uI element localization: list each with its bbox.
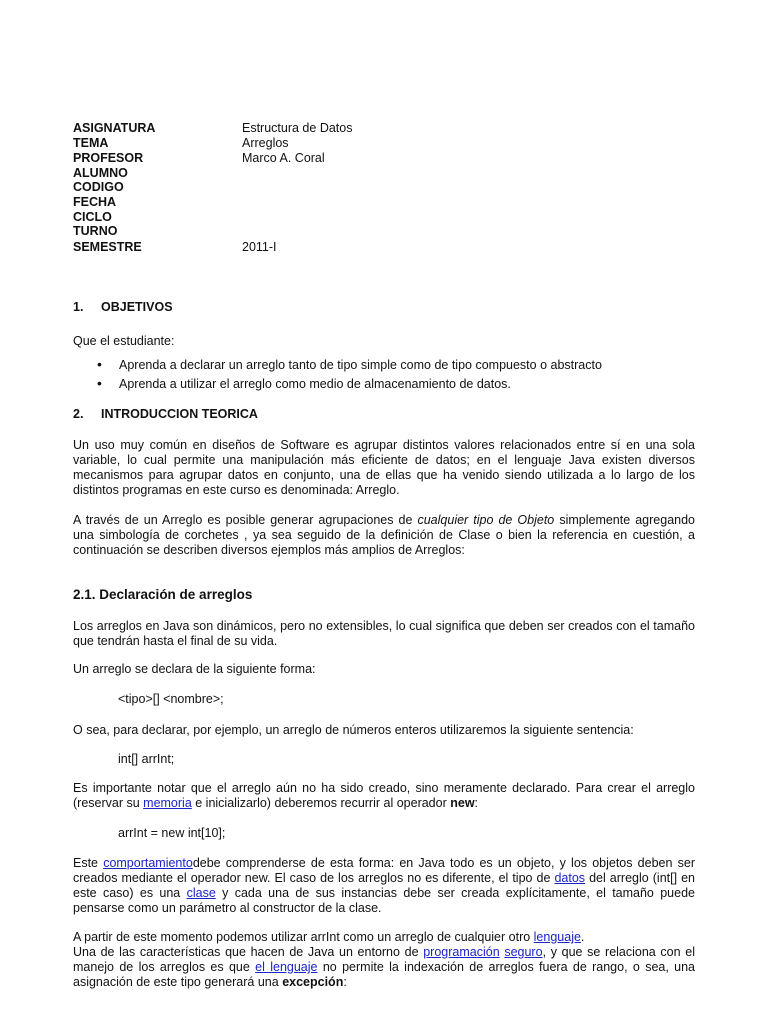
link-comportamiento[interactable]: comportamiento	[103, 856, 193, 870]
header-value: Marco A. Coral	[242, 151, 325, 165]
bullet-text: Aprenda a declarar un arreglo tanto de tipo simple como de tipo compuesto o abstracto	[119, 358, 602, 372]
bullet-icon: •	[97, 356, 102, 372]
paragraph: Es importante notar que el arreglo aún no ha sido creado, sino meramente declarado. Para crear el arreglo (reservar su memoria e inicializarlo) deberemos recurrir al operador new:	[73, 781, 695, 810]
link-programacion[interactable]: programación	[423, 945, 500, 959]
paragraph: O sea, para declarar, por ejemplo, un arreglo de números enteros utilizaremos la siguiente sentencia:	[73, 723, 634, 737]
link-el-lenguaje[interactable]: el lenguaje	[255, 960, 318, 974]
section-number: 1.	[73, 300, 84, 314]
paragraph: Este comportamientodebe comprenderse de esta forma: en Java todo es un objeto, y los objetos deben ser creados mediante el operador new. El caso de los arreglos no es diferente, el tipo de datos del arreglo (int[] en este caso) es una clase y cada una de sus instancias debe ser creada explícitamente, el tamaño puede pensarse como un parámetro al constructor de la clase.	[73, 856, 695, 915]
italic-text: cualquier tipo de Objeto	[417, 513, 555, 527]
bullet-item	[97, 357, 602, 373]
paragraph: Los arreglos en Java son dinámicos, pero no extensibles, lo cual significa que deben ser creados con el tamaño que tendrán hasta el final de su vida.	[73, 619, 695, 648]
link-memoria[interactable]: memoria	[143, 796, 192, 810]
link-seguro[interactable]: seguro	[504, 945, 543, 959]
header-value: Estructura de Datos	[242, 121, 353, 135]
paragraph: A partir de este momento podemos utilizar arrInt como un arreglo de cualquier otro lenguaje. Una de las características que hacen de Java un entorno de programación seguro, y que se relaciona con el manejo de los arreglos es que el lenguaje no permite la indexación de arreglos fuera de rango, o sea, una asignación de este tipo generará una excepción:	[73, 930, 696, 989]
section-title: OBJETIVOS	[101, 300, 173, 314]
paragraph: A través de un Arreglo es posible generar agrupaciones de cualquier tipo de Objeto simplemente agregando una simbología de corchetes , ya sea seguido de la definición de Clase o bien la referencia en cuestión, a continuación se describen diversos ejemplos más amplios de Arreglos:	[73, 513, 696, 557]
header-label: FECHA	[73, 195, 117, 209]
header-value: Arreglos	[242, 136, 289, 150]
subsection-heading: 2.1. Declaración de arreglos	[73, 587, 253, 602]
section-title: INTRODUCCION TEORICA	[101, 407, 258, 421]
bullet-item	[97, 376, 511, 392]
link-datos[interactable]: datos	[554, 871, 586, 885]
header-label: TURNO	[73, 224, 118, 238]
objetivos-intro: Que el estudiante:	[73, 334, 175, 348]
code-sample: <tipo>[] <nombre>;	[118, 692, 224, 706]
section-heading-introduccion	[73, 407, 258, 421]
header-value: 2011-I	[242, 240, 277, 254]
link-lenguaje[interactable]: lenguaje	[533, 930, 581, 944]
paragraph: Un uso muy común en diseños de Software es agrupar distintos valores relacionados entre sí en una sola variable, lo cual permite una manipulación más eficiente de datos; en el lenguaje Java existen diversos mecanismos para agrupar datos en conjunto, una de ellas que ha venido siendo utilizada a lo largo de los distintos programas en este curso es denominada: Arreglo.	[73, 438, 695, 497]
section-number: 2.	[73, 407, 84, 421]
header-label: CICLO	[73, 210, 112, 224]
header-label: SEMESTRE	[73, 240, 142, 254]
link-clase[interactable]: clase	[186, 886, 216, 900]
section-heading-objetivos	[73, 300, 173, 314]
header-label: TEMA	[73, 136, 109, 150]
header-label: PROFESOR	[73, 151, 144, 165]
bullet-text: Aprenda a utilizar el arreglo como medio de almacenamiento de datos.	[119, 377, 511, 391]
header-label: ASIGNATURA	[73, 121, 156, 135]
code-sample: arrInt = new int[10];	[118, 826, 226, 840]
code-sample: int[] arrInt;	[118, 752, 175, 766]
bullet-icon: •	[97, 375, 102, 391]
header-label: CODIGO	[73, 180, 124, 194]
header-label: ALUMNO	[73, 166, 128, 180]
paragraph: Un arreglo se declara de la siguiente forma:	[73, 662, 316, 676]
